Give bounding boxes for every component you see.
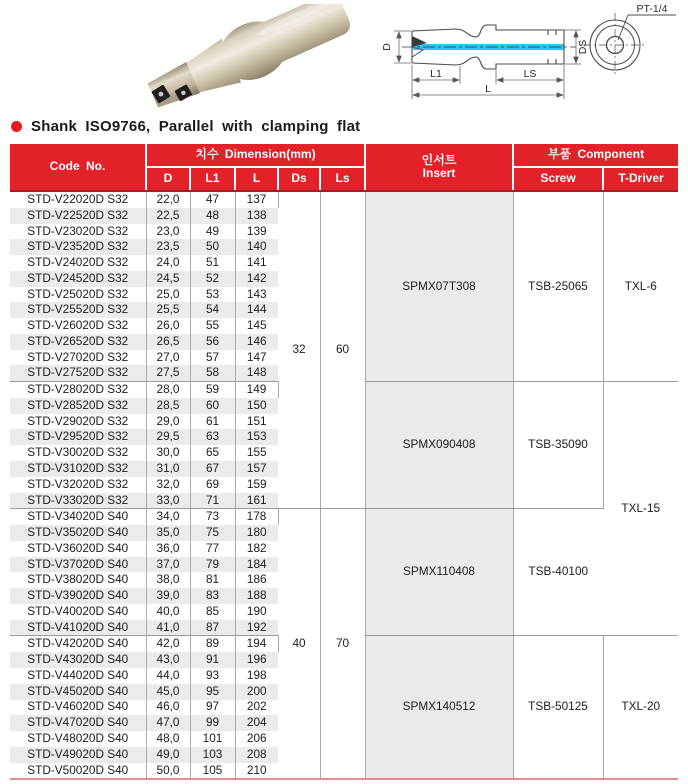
cell-l: 161 <box>235 493 278 509</box>
cell-l1: 67 <box>190 461 235 477</box>
cell-code: STD-V40020D S40 <box>10 604 146 620</box>
cell-code: STD-V22020D S32 <box>10 191 146 208</box>
cell-d: 23,0 <box>146 224 190 240</box>
cell-code: STD-V39020D S40 <box>10 588 146 604</box>
cell-code: STD-V25020D S32 <box>10 287 146 303</box>
cell-ls-span: 70 <box>320 509 365 780</box>
cell-ls-span: 60 <box>320 191 365 509</box>
cell-d: 26,5 <box>146 334 190 350</box>
cell-d: 44,0 <box>146 668 190 684</box>
cell-l1: 50 <box>190 239 235 255</box>
cell-d: 40,0 <box>146 604 190 620</box>
cell-code: STD-V23020D S32 <box>10 224 146 240</box>
cell-l: 202 <box>246 699 267 714</box>
cell-d: 46,0 <box>146 700 190 716</box>
label-pt: PT-1/4 <box>636 3 668 15</box>
header-ds: Ds <box>278 167 320 191</box>
cell-d: 23,5 <box>146 239 190 255</box>
cell-d: 35,0 <box>146 525 190 541</box>
cell-d: 27,5 <box>146 365 190 381</box>
cell-insert-span: SPMX140512 <box>365 636 513 779</box>
header-l: L <box>235 167 278 191</box>
cell-code: STD-V25520D S32 <box>10 302 146 318</box>
cell-l1: 60 <box>190 398 235 414</box>
cell-l1: 79 <box>190 557 235 573</box>
header-insert <box>365 144 513 191</box>
cell-l: 192 <box>235 620 278 636</box>
cell-l1: 54 <box>190 302 235 318</box>
header-ls: Ls <box>320 167 365 191</box>
cell-d: 33,0 <box>146 493 190 509</box>
cell-l1: 49 <box>190 224 235 240</box>
cell-l1: 57 <box>190 350 235 366</box>
cell-d: 29,0 <box>146 414 190 430</box>
label-l1: L1 <box>430 68 442 80</box>
header-t-driver: T-Driver <box>603 167 678 191</box>
cell-d: 41,0 <box>146 620 190 636</box>
cell-l1: 71 <box>190 493 235 509</box>
cell-insert-span: SPMX090408 <box>365 382 513 509</box>
drill-photo <box>126 4 352 110</box>
drill-outline-lower <box>412 47 564 69</box>
cell-l: 139 <box>246 223 267 238</box>
cell-l1: 58 <box>190 365 235 381</box>
label-d: D <box>382 43 393 51</box>
cell-code: STD-V22520D S32 <box>10 208 146 224</box>
cell-code: STD-V23520D S32 <box>10 239 146 255</box>
cell-code: STD-V28520D S32 <box>10 398 146 414</box>
cell-d: 42,0 <box>146 636 190 652</box>
cell-code: STD-V32020D S32 <box>10 477 146 493</box>
cell-tdriver-span: TXL-6 <box>603 191 678 382</box>
cell-code: STD-V33020D S32 <box>10 493 146 509</box>
cell-l1: 47 <box>190 191 235 208</box>
cell-insert-span: SPMX110408 <box>365 509 513 636</box>
cell-l: 137 <box>235 191 278 208</box>
cell-l: 188 <box>235 588 278 604</box>
cell-d: 25,0 <box>146 287 190 303</box>
cell-l: 149 <box>235 382 278 398</box>
cell-l1: 56 <box>190 334 235 350</box>
cell-d: 31,0 <box>146 461 190 477</box>
cell-l: 151 <box>246 413 267 428</box>
cell-l1: 101 <box>190 731 235 747</box>
drill-outline-upper <box>412 25 564 47</box>
cell-l: 204 <box>235 715 278 731</box>
cell-d: 24,5 <box>146 271 190 287</box>
section-heading <box>11 118 360 135</box>
cell-code: STD-V30020D S32 <box>10 445 146 461</box>
cell-l1: 63 <box>190 429 235 445</box>
cell-l1: 55 <box>190 318 235 334</box>
cell-l: 206 <box>246 731 267 746</box>
cell-code: STD-V31020D S32 <box>10 461 146 477</box>
drill-diagram-image <box>382 0 684 112</box>
cell-code: STD-V49020D S40 <box>10 747 146 763</box>
cell-d: 43,0 <box>146 652 190 668</box>
cell-code: STD-V29020D S32 <box>10 414 146 430</box>
cell-d: 28,0 <box>146 382 190 398</box>
cell-code: STD-V27520D S32 <box>10 365 146 381</box>
cell-l: 184 <box>235 557 278 573</box>
spec-table-body <box>10 191 678 779</box>
cell-code: STD-V29520D S32 <box>10 429 146 445</box>
spec-table <box>10 144 678 780</box>
cell-l1: 48 <box>190 208 235 224</box>
cell-d: 34,0 <box>146 509 190 525</box>
cell-tdriver-span: TXL-15 <box>603 382 678 636</box>
cell-l1: 95 <box>190 684 235 700</box>
header-dimension: 치수 Dimension(mm) <box>146 144 365 167</box>
cell-d: 45,0 <box>146 684 190 700</box>
cell-d: 49,0 <box>146 747 190 763</box>
cell-screw-span: TSB-50125 <box>513 636 603 779</box>
cell-l: 159 <box>246 476 267 491</box>
cell-d: 30,0 <box>146 445 190 461</box>
cell-l1: 53 <box>190 287 235 303</box>
cell-d: 22,5 <box>146 208 190 224</box>
section-heading-text: Shank ISO9766, Parallel with clamping flat <box>31 118 361 135</box>
cell-l1: 61 <box>190 414 235 430</box>
cell-d: 25,5 <box>146 302 190 318</box>
cell-l: 190 <box>246 603 267 618</box>
cell-code: STD-V48020D S40 <box>10 731 146 747</box>
cell-l: 208 <box>235 747 278 763</box>
cell-l1: 51 <box>190 255 235 271</box>
cell-l: 140 <box>235 239 278 255</box>
table-row <box>10 509 678 525</box>
cell-code: STD-V42020D S40 <box>10 636 146 652</box>
cell-l: 143 <box>246 286 267 301</box>
cell-l: 144 <box>235 302 278 318</box>
cell-l1: 77 <box>190 541 235 557</box>
cell-l: 210 <box>246 762 267 777</box>
cell-d: 27,0 <box>146 350 190 366</box>
header-component: 부품 Component <box>513 144 678 167</box>
cell-d: 32,0 <box>146 477 190 493</box>
cell-ds-span: 40 <box>278 509 320 780</box>
cell-code: STD-V36020D S40 <box>10 541 146 557</box>
cell-l1: 99 <box>190 715 235 731</box>
cell-l1: 87 <box>190 620 235 636</box>
cell-code: STD-V26520D S32 <box>10 334 146 350</box>
drill-photo-image <box>126 4 352 110</box>
cell-l: 153 <box>235 429 278 445</box>
cell-l1: 59 <box>190 382 235 398</box>
cell-l: 180 <box>235 525 278 541</box>
cell-l: 157 <box>235 461 278 477</box>
label-l: L <box>485 83 491 95</box>
cell-l: 146 <box>235 334 278 350</box>
cell-d: 48,0 <box>146 731 190 747</box>
cell-l1: 69 <box>190 477 235 493</box>
cell-code: STD-V24520D S32 <box>10 271 146 287</box>
cell-code: STD-V43020D S40 <box>10 652 146 668</box>
cell-code: STD-V47020D S40 <box>10 715 146 731</box>
cell-l1: 75 <box>190 525 235 541</box>
cell-l1: 97 <box>190 700 235 716</box>
cell-code: STD-V46020D S40 <box>10 700 146 716</box>
cell-l: 141 <box>246 255 267 270</box>
cell-code: STD-V44020D S40 <box>10 668 146 684</box>
cell-l1: 103 <box>190 747 235 763</box>
red-bullet-icon <box>11 121 22 132</box>
cell-l1: 105 <box>190 763 235 780</box>
cell-l: 145 <box>246 318 267 333</box>
cell-screw-span: TSB-25065 <box>513 191 603 382</box>
cell-tdriver-span: TXL-20 <box>603 636 678 779</box>
cell-d: 28,5 <box>146 398 190 414</box>
cell-l: 200 <box>235 684 278 700</box>
cell-l1: 89 <box>190 636 235 652</box>
cell-l1: 52 <box>190 271 235 287</box>
header-d: D <box>146 167 190 191</box>
cell-l1: 85 <box>190 604 235 620</box>
cell-code: STD-V24020D S32 <box>10 255 146 271</box>
cell-d: 26,0 <box>146 318 190 334</box>
cell-d: 24,0 <box>146 255 190 271</box>
cell-d: 39,0 <box>146 588 190 604</box>
cell-l1: 73 <box>190 509 235 525</box>
cell-d: 37,0 <box>146 557 190 573</box>
header-insert-kr: 인서트 <box>421 152 457 167</box>
cell-l: 196 <box>235 652 278 668</box>
cell-l: 155 <box>246 445 267 460</box>
spec-table-container <box>10 144 678 780</box>
cell-l1: 65 <box>190 445 235 461</box>
cell-code: STD-V50020D S40 <box>10 763 146 780</box>
cell-l: 138 <box>235 208 278 224</box>
cell-d: 38,0 <box>146 572 190 588</box>
cell-code: STD-V41020D S40 <box>10 620 146 636</box>
cell-screw-span: TSB-40100 <box>513 509 603 636</box>
cell-code: STD-V28020D S32 <box>10 382 146 398</box>
header-l1: L1 <box>190 167 235 191</box>
cell-l1: 81 <box>190 572 235 588</box>
cell-l: 150 <box>235 398 278 414</box>
cell-d: 22,0 <box>146 191 190 208</box>
label-ds: DS <box>577 39 589 55</box>
cell-code: STD-V27020D S32 <box>10 350 146 366</box>
cell-code: STD-V34020D S40 <box>10 509 146 525</box>
cell-l: 194 <box>235 636 278 652</box>
label-ls: LS <box>523 68 537 80</box>
cell-code: STD-V38020D S40 <box>10 572 146 588</box>
header-code-no: Code No. <box>10 144 146 191</box>
cell-d: 50,0 <box>146 763 190 780</box>
spec-table-header <box>10 144 678 191</box>
cell-l: 148 <box>235 365 278 381</box>
cell-code: STD-V26020D S32 <box>10 318 146 334</box>
cell-l1: 93 <box>190 668 235 684</box>
cell-d: 47,0 <box>146 715 190 731</box>
cell-screw-span: TSB-35090 <box>513 382 603 509</box>
header-insert-en: Insert <box>422 166 456 180</box>
cell-l: 182 <box>246 540 267 555</box>
cell-l: 178 <box>235 509 278 525</box>
cell-l1: 83 <box>190 588 235 604</box>
drill-diagram <box>382 0 684 112</box>
cell-l: 198 <box>246 667 267 682</box>
pt-leader <box>618 15 628 40</box>
cell-code: STD-V45020D S40 <box>10 684 146 700</box>
cell-d: 36,0 <box>146 541 190 557</box>
cell-code: STD-V37020D S40 <box>10 557 146 573</box>
cell-l1: 91 <box>190 652 235 668</box>
cell-insert-span: SPMX07T308 <box>365 191 513 382</box>
cell-l: 186 <box>246 572 267 587</box>
cell-ds-span: 32 <box>278 191 320 509</box>
cell-code: STD-V35020D S40 <box>10 525 146 541</box>
header-screw: Screw <box>513 167 603 191</box>
cell-d: 29,5 <box>146 429 190 445</box>
cell-l: 147 <box>246 349 267 364</box>
cell-l: 142 <box>235 271 278 287</box>
table-row <box>10 191 678 208</box>
